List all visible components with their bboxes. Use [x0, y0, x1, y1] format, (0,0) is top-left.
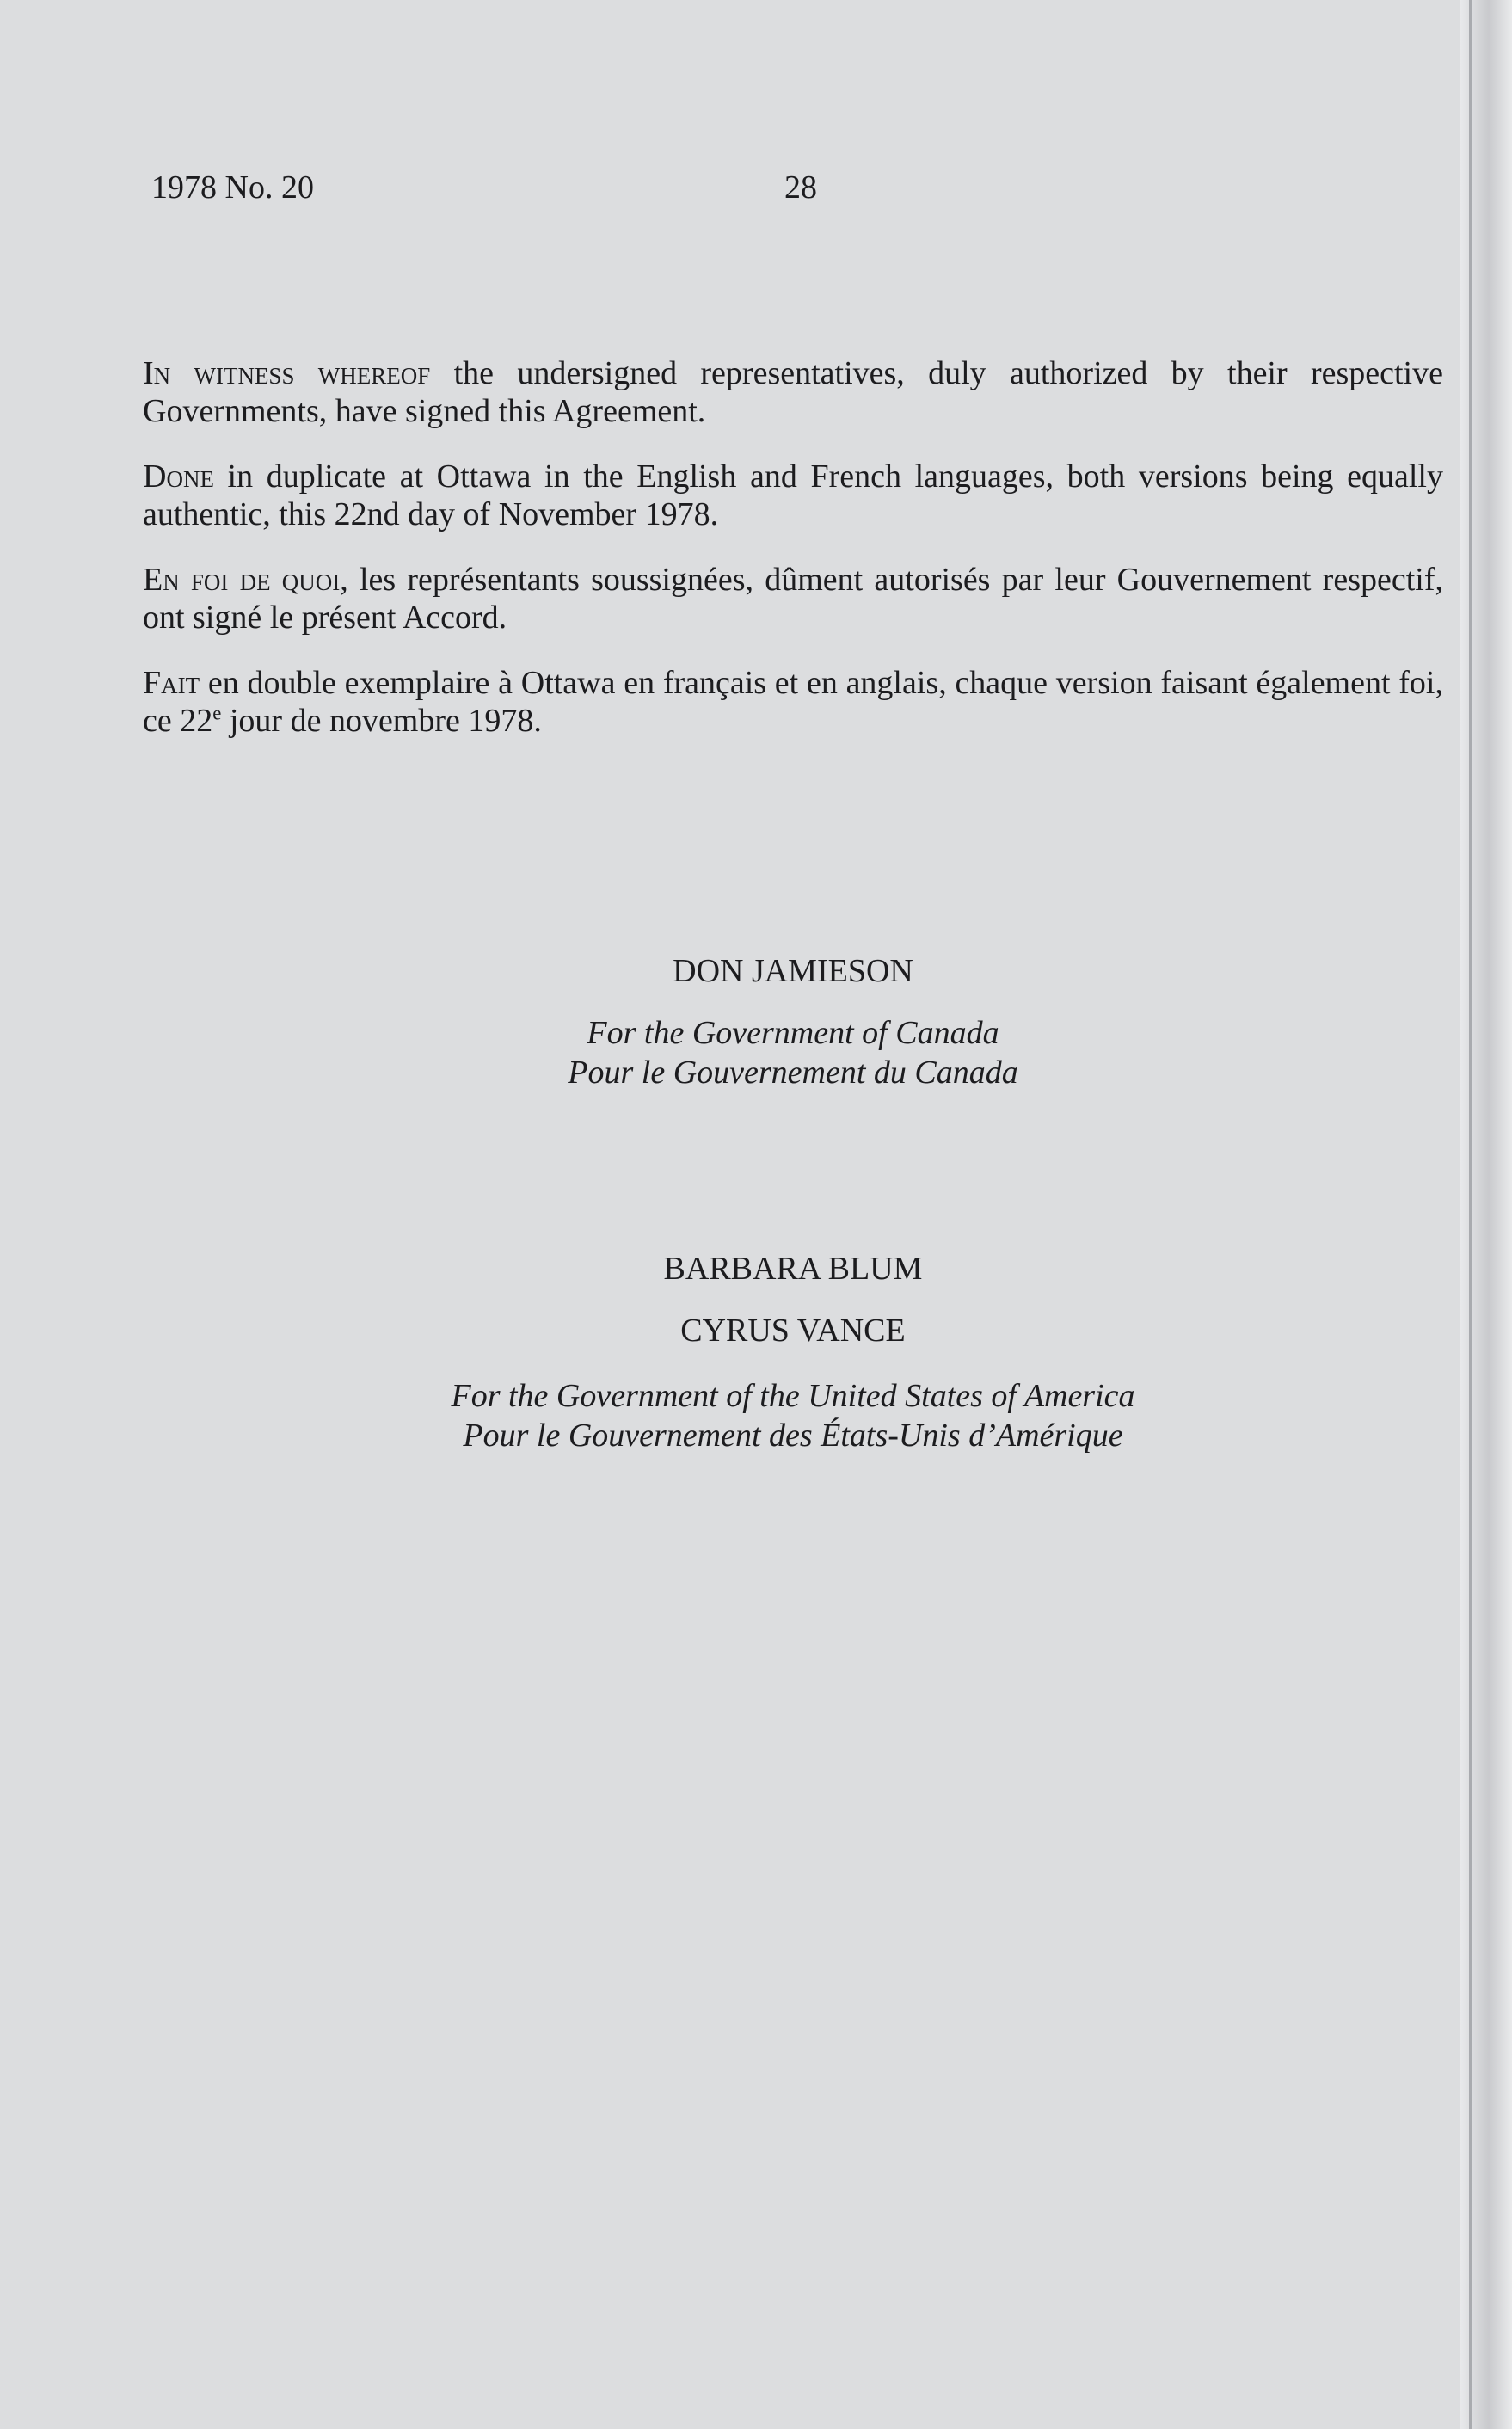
paragraph-text: , les représentants soussignées, dûment autorisés par leur Gouvernement respectif, ont signé le présent Accord.: [143, 562, 1443, 636]
paragraph-done: [143, 458, 1443, 533]
signatory-usa-name-2: CYRUS VANCE: [680, 1313, 906, 1349]
paragraph-lead: En foi de quoi: [143, 562, 341, 598]
paragraph-in-witness: [143, 354, 1443, 430]
paragraph-lead: In witness whereof: [143, 355, 431, 391]
paragraph-lead: Done: [143, 458, 214, 495]
signatory-usa-line1: For the Government of the United States of America: [451, 1378, 1135, 1414]
page-edge-shadow: [1460, 0, 1512, 2429]
paragraph-text: the undersigned representatives, duly authorized by their respective Governments, have signed this Agreement.: [143, 355, 1443, 429]
signatory-usa-name-1: BARBARA BLUM: [663, 1251, 923, 1287]
paragraph-text-end: jour de novembre 1978.: [221, 703, 542, 739]
paragraph-lead: Fait: [143, 665, 200, 701]
paragraph-text: in duplicate at Ottawa in the English and French languages, both versions being equally authentic, this 22nd day of November 1978.: [143, 458, 1443, 532]
show-through-block-2: [138, 843, 1445, 963]
signatory-canada-name: DON JAMIESON: [673, 953, 913, 989]
signatory-usa-line2: Pour le Gouvernement des États-Unis d’Amérique: [463, 1417, 1123, 1454]
signatory-canada-line2: Pour le Gouvernement du Canada: [568, 1055, 1018, 1091]
signatory-canada-line1: For the Government of Canada: [587, 1015, 999, 1051]
page-number: 28: [784, 169, 817, 206]
paragraph-text: en double exemplaire à Ottawa en français et en anglais, chaque version faisant également foi, ce 22: [143, 665, 1443, 739]
paragraph-fait: [143, 664, 1443, 740]
superscript-e: e: [212, 702, 222, 724]
page-edge-line: [1469, 0, 1472, 2429]
running-header: 1978 No. 20: [151, 169, 314, 206]
paragraph-en-foi: [143, 561, 1443, 636]
